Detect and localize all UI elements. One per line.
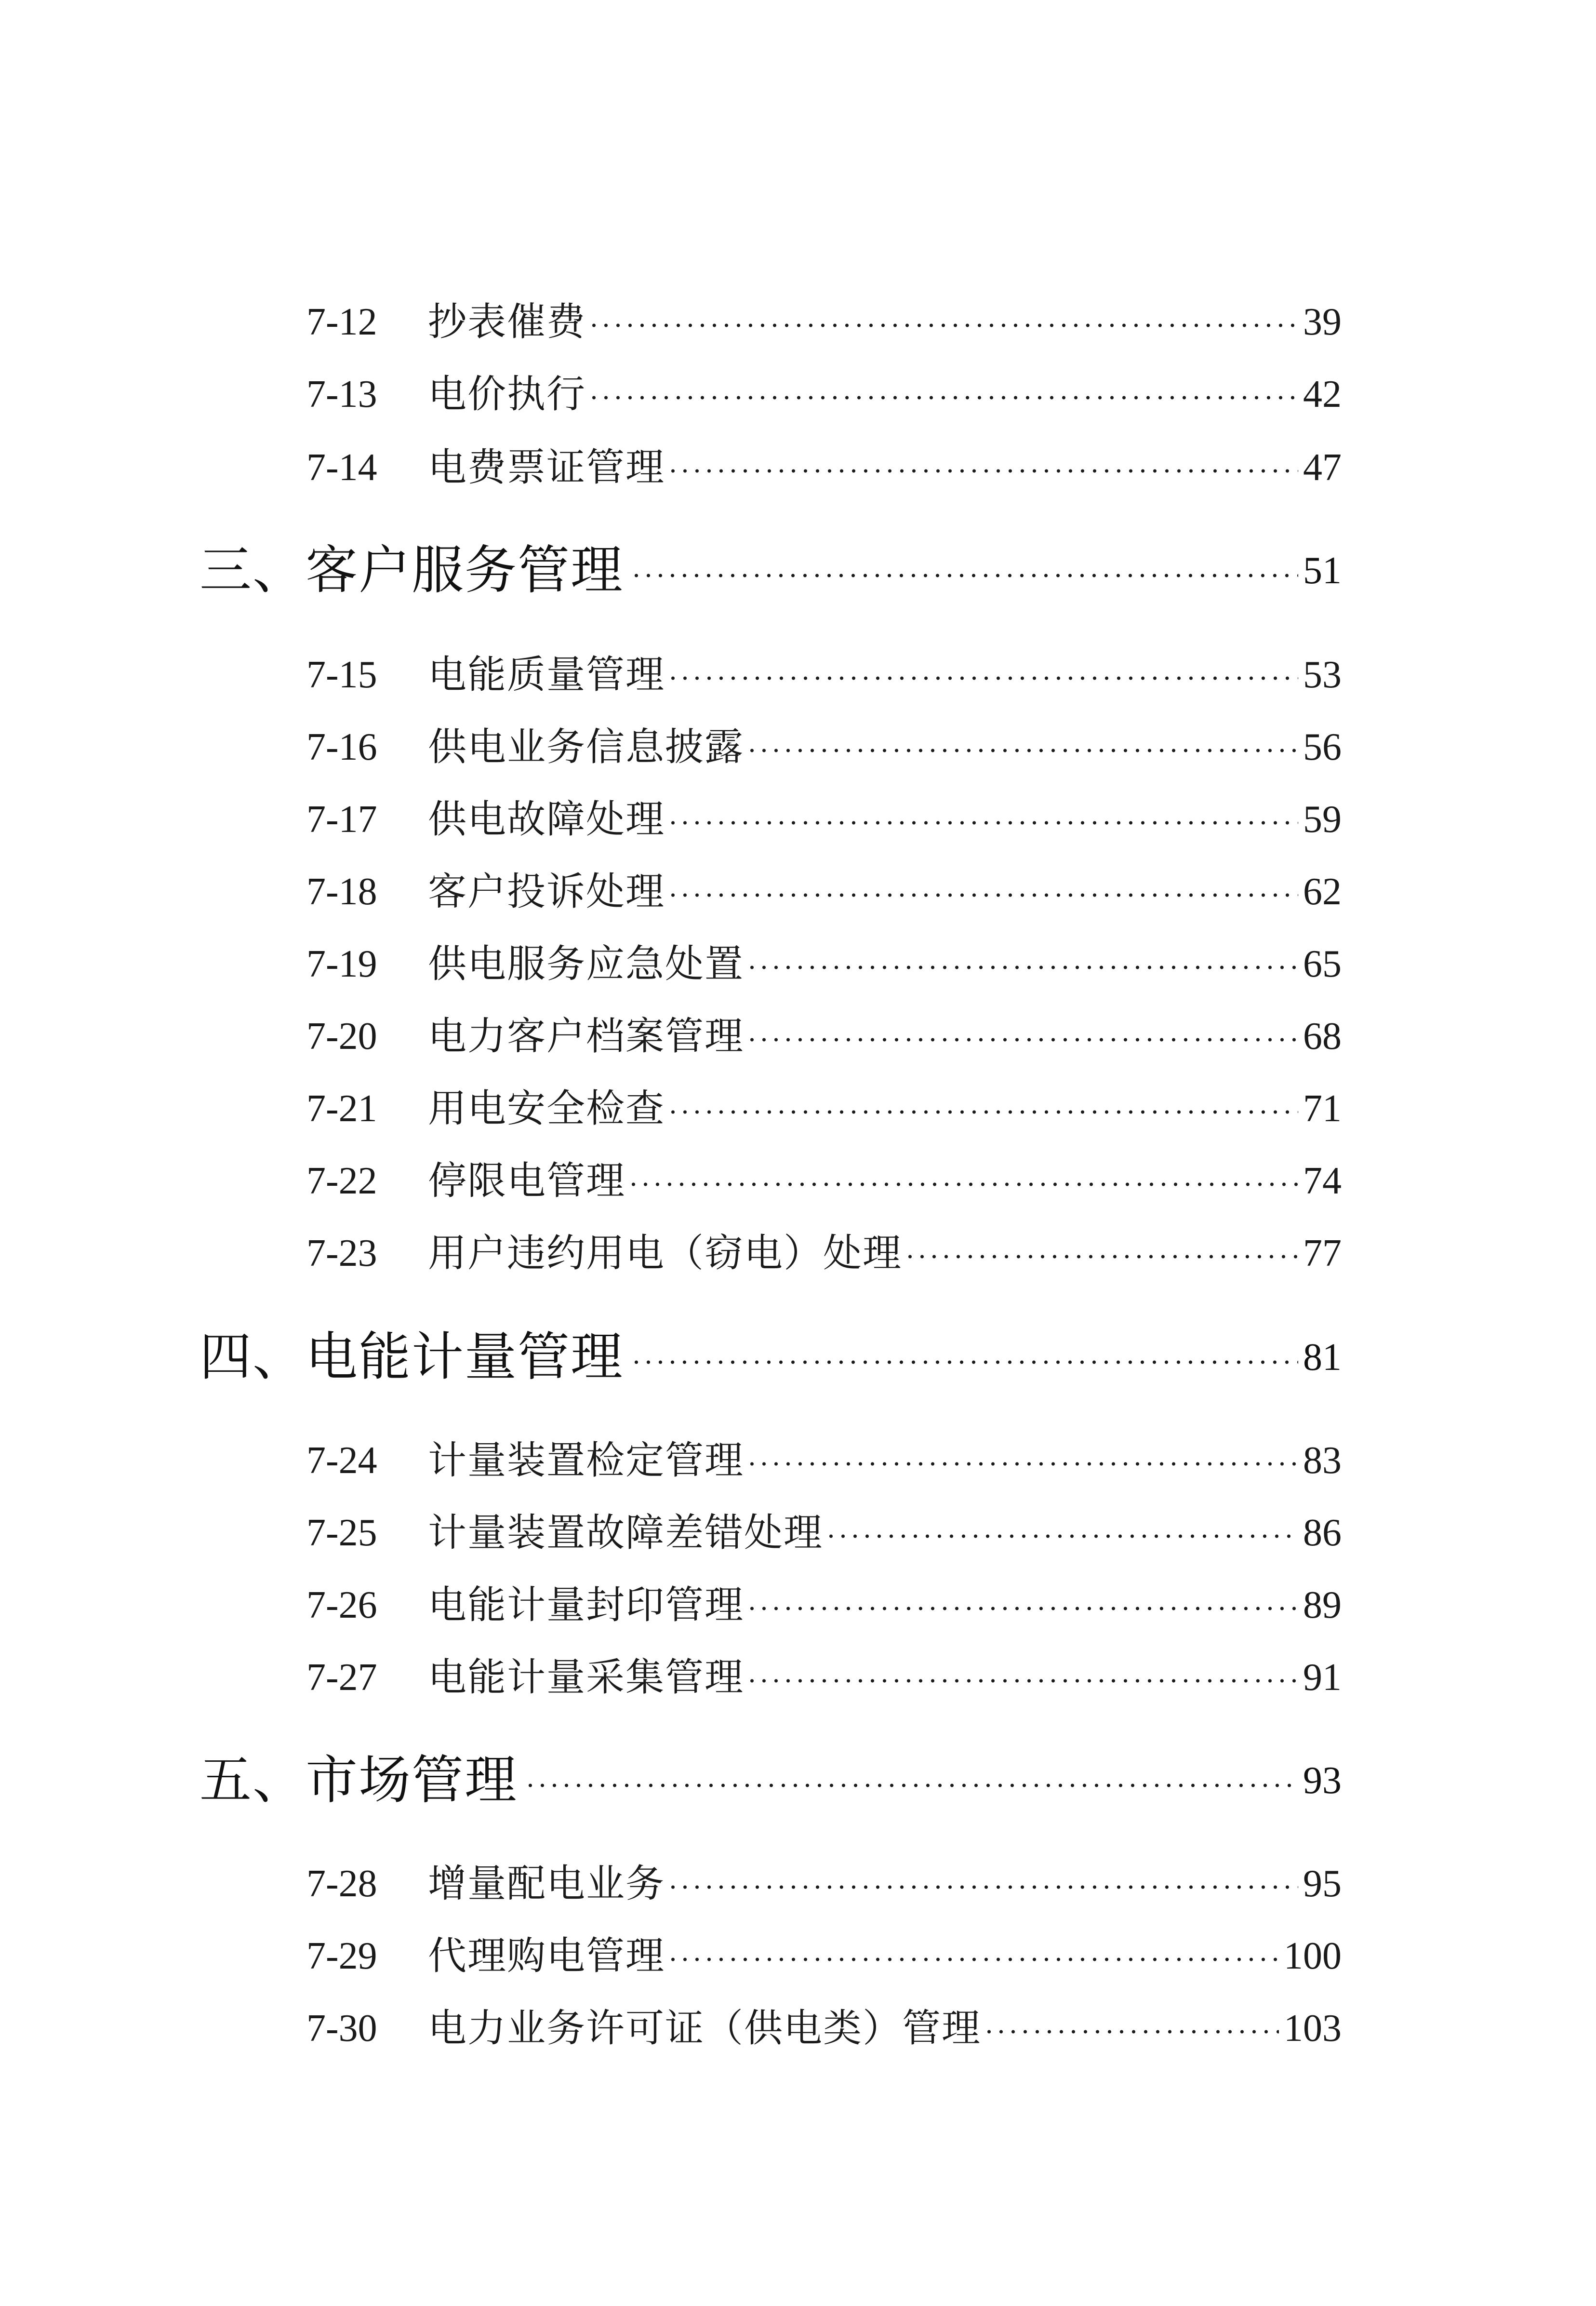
toc-page-number: 81 <box>1303 1336 1342 1379</box>
toc-entry-title: 客户投诉处理 <box>428 869 665 914</box>
toc-section-title: 三、客户服务管理 <box>200 540 624 601</box>
toc-page-number: 95 <box>1303 1863 1342 1905</box>
toc-entry-title: 供电业务信息披露 <box>428 724 744 769</box>
toc-entry[interactable] <box>306 293 1342 351</box>
toc-page-number: 91 <box>1303 1656 1342 1699</box>
toc-entry-number: 7-18 <box>306 871 377 913</box>
toc-entry-number: 7-22 <box>306 1160 377 1202</box>
toc-page-number: 103 <box>1284 2007 1342 2050</box>
toc-entry-title: 电能计量封印管理 <box>428 1582 744 1627</box>
toc-entry-title: 增量配电业务 <box>428 1861 665 1906</box>
toc-entry-number: 7-12 <box>306 301 377 343</box>
toc-entry[interactable] <box>306 1855 1342 1913</box>
toc-entry[interactable] <box>306 863 1342 921</box>
toc-page-number: 65 <box>1303 943 1342 985</box>
toc-entry-number: 7-30 <box>306 2007 377 2050</box>
toc-entry-number: 7-15 <box>306 654 377 696</box>
toc-entry-number: 7-20 <box>306 1015 377 1058</box>
toc-entry[interactable] <box>306 1504 1342 1562</box>
toc-entry-title: 电价执行 <box>428 372 586 416</box>
toc-page-number: 74 <box>1303 1160 1342 1202</box>
dot-leader <box>588 303 1298 341</box>
toc-page-number: 93 <box>1303 1759 1342 1802</box>
toc-entry-number: 7-28 <box>306 1863 377 1905</box>
dot-leader <box>630 1333 1298 1381</box>
toc-entry-title: 计量装置故障差错处理 <box>428 1510 823 1555</box>
dot-leader <box>746 728 1298 766</box>
toc-entry-title: 代理购电管理 <box>428 1933 665 1978</box>
dot-leader <box>746 1441 1298 1480</box>
toc-entry-number: 7-14 <box>306 446 377 489</box>
toc-entry-title: 电能质量管理 <box>428 652 665 697</box>
toc-entry-title: 供电故障处理 <box>428 797 665 842</box>
dot-leader <box>667 800 1298 839</box>
toc-page-number: 100 <box>1284 1935 1342 1977</box>
toc-entry[interactable] <box>306 1007 1342 1065</box>
dot-leader <box>825 1514 1298 1552</box>
dot-leader <box>904 1234 1298 1273</box>
toc-entry-number: 7-23 <box>306 1232 377 1274</box>
toc-page-number: 53 <box>1303 654 1342 696</box>
dot-leader <box>746 1017 1298 1056</box>
dot-leader <box>667 1937 1279 1975</box>
toc-entry-title: 电能计量采集管理 <box>428 1655 744 1700</box>
toc-page-number: 42 <box>1303 373 1342 416</box>
toc-entry[interactable] <box>306 1927 1342 1985</box>
toc-entry-number: 7-29 <box>306 1935 377 1977</box>
toc-entry[interactable] <box>306 365 1342 423</box>
toc-entry-title: 电力客户档案管理 <box>428 1014 744 1059</box>
toc-page-number: 71 <box>1303 1087 1342 1130</box>
toc-page-number: 77 <box>1303 1232 1342 1274</box>
dot-leader <box>667 1089 1298 1128</box>
toc-section-heading[interactable] <box>200 1321 1342 1394</box>
dot-leader <box>667 656 1298 694</box>
toc-entry-number: 7-25 <box>306 1512 377 1554</box>
toc-entry-number: 7-26 <box>306 1584 377 1626</box>
dot-leader <box>667 872 1298 911</box>
toc-page-number: 86 <box>1303 1512 1342 1554</box>
dot-leader <box>588 375 1298 414</box>
toc-entry[interactable] <box>306 791 1342 848</box>
toc-section-heading[interactable] <box>200 535 1342 607</box>
toc-entry[interactable] <box>306 1649 1342 1706</box>
toc-entry[interactable] <box>306 439 1342 496</box>
toc-page-number: 39 <box>1303 301 1342 343</box>
dot-leader <box>524 1756 1298 1805</box>
toc-entry-number: 7-16 <box>306 726 377 768</box>
toc-page-number: 89 <box>1303 1584 1342 1626</box>
toc-section-title: 五、市场管理 <box>200 1750 518 1810</box>
toc-entry[interactable] <box>306 935 1342 993</box>
toc-page-number: 83 <box>1303 1439 1342 1482</box>
toc-section-title: 四、电能计量管理 <box>200 1327 624 1387</box>
dot-leader <box>627 1162 1298 1200</box>
toc-entry[interactable] <box>306 1080 1342 1138</box>
toc-entry-title: 供电服务应急处置 <box>428 941 744 986</box>
dot-leader <box>630 547 1298 595</box>
toc-entry[interactable] <box>306 1576 1342 1634</box>
toc-entry-number: 7-27 <box>306 1656 377 1699</box>
toc-entry[interactable] <box>306 1999 1342 2057</box>
toc-entry-title: 电费票证管理 <box>428 445 665 490</box>
toc-page-number: 51 <box>1303 550 1342 592</box>
toc-entry-number: 7-21 <box>306 1087 377 1130</box>
toc-entry[interactable] <box>306 718 1342 776</box>
toc-entry-number: 7-24 <box>306 1439 377 1482</box>
toc-entry-title: 抄表催费 <box>428 299 586 344</box>
dot-leader <box>746 1586 1298 1624</box>
toc-entry[interactable] <box>306 646 1342 704</box>
dot-leader <box>746 945 1298 983</box>
toc-entry-number: 7-19 <box>306 943 377 985</box>
toc-page-number: 68 <box>1303 1015 1342 1058</box>
dot-leader <box>667 448 1298 487</box>
toc-entry-title: 用电安全检查 <box>428 1086 665 1131</box>
dot-leader <box>746 1658 1298 1697</box>
toc-page-number: 56 <box>1303 726 1342 768</box>
toc-section-heading[interactable] <box>200 1744 1342 1817</box>
toc-page-number: 62 <box>1303 871 1342 913</box>
toc-entry-title: 计量装置检定管理 <box>428 1438 744 1483</box>
dot-leader <box>983 2009 1279 2048</box>
toc-entry-number: 7-17 <box>306 798 377 841</box>
toc-entry-title: 用户违约用电（窃电）处理 <box>428 1231 902 1275</box>
toc-page-number: 59 <box>1303 798 1342 841</box>
toc-entry[interactable] <box>306 1224 1342 1282</box>
dot-leader <box>667 1864 1298 1903</box>
toc-entry-title: 电力业务许可证（供电类）管理 <box>428 2006 981 2051</box>
toc-entry-title: 停限电管理 <box>428 1158 625 1203</box>
toc-entry-number: 7-13 <box>306 373 377 416</box>
toc-entry[interactable] <box>306 1432 1342 1489</box>
toc-page-number: 47 <box>1303 446 1342 489</box>
toc-entry[interactable] <box>306 1152 1342 1210</box>
